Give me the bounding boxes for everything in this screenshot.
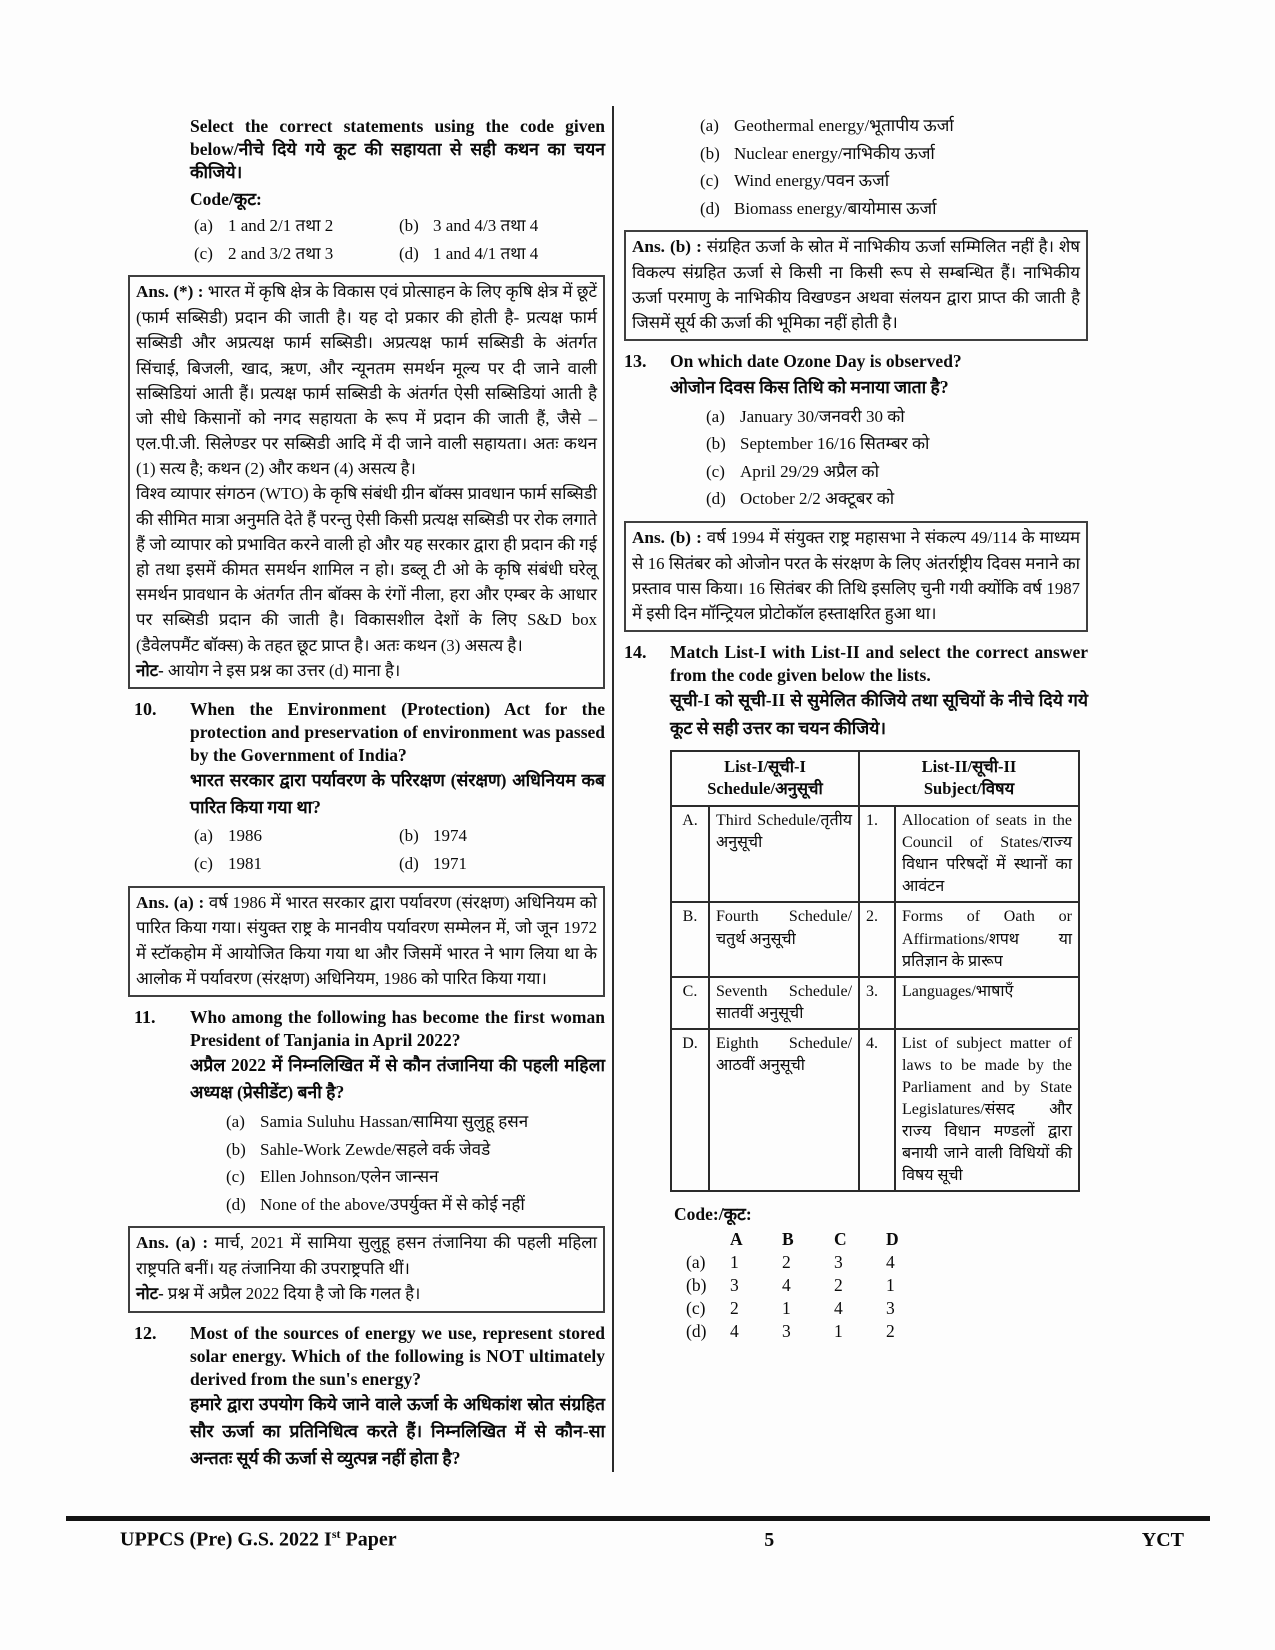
option-text: 2 and 3/2 तथा 3: [228, 243, 334, 263]
code-row-label: (b): [686, 1275, 707, 1296]
option-label: (d): [700, 198, 720, 218]
footer-title-tail: Paper: [340, 1528, 397, 1551]
note-label: नोट-: [136, 660, 164, 680]
question-12-hindi: हमारे द्वारा उपयोग किये जाने वाले ऊर्जा के अधिकांश स्रोत संग्रहित सौर ऊर्जा का प्रतिनिधित्व करते हैं। निम्नलिखित में से कौन-सा अन्ततः सूर्य की ऊर्जा से व्युत्पन्न नहीं होता है?: [190, 1393, 605, 1469]
code-value: 2: [834, 1275, 843, 1296]
answer-label: Ans. (b) :: [632, 527, 702, 547]
question-12-english: Most of the sources of energy we use, represent stored solar energy. Which of the following is NOT ultimately derived from the sun's energy?: [190, 1322, 605, 1389]
code-value: 2: [886, 1321, 895, 1342]
option-text: 1981: [228, 854, 262, 874]
question-10-options: [194, 822, 605, 877]
option-label: (d): [706, 489, 726, 509]
answer-box-q13: [624, 521, 1088, 632]
question-10-body: [190, 698, 605, 878]
answer-text: वर्ष 1986 में भारत सरकार द्वारा पर्यावरण (संरक्षण) अधिनियम को पारित किया गया। संयुक्त राष्ट्र के मानवीय पर्यावरण सम्मेलन में, जो जून 1972 में स्टॉकहोम में आयोजित किया गया था और जिसमें भारत ने भाग लिया था के आलोक में पर्यावरण (संरक्षण) अधिनियम, 1986 को पारित किया गया।: [136, 892, 598, 988]
list-1-entry: Seventh Schedule/सातवीं अनुसूची: [709, 977, 859, 1029]
code-header-b: B: [782, 1229, 794, 1250]
option-text: October 2/2 अक्टूबर को: [740, 489, 895, 509]
answer-label: Ans. (*) :: [136, 282, 204, 302]
match-list-table: [670, 750, 1080, 1193]
option-c: [194, 240, 399, 268]
answer-text: मार्च, 2021 में सामिया सुलुहू हसन तंजानिया की पहली महिला राष्ट्रपति बनीं। यह तंजानिया की उपराष्ट्रपति थीं।: [136, 1233, 597, 1279]
answer-paragraph: [632, 525, 1080, 626]
question-14-number: 14.: [624, 642, 647, 663]
question-11: [128, 1006, 605, 1219]
option-b: [700, 140, 1088, 168]
option-c: [194, 850, 399, 878]
option-label: (b): [399, 216, 419, 236]
option-text: Geothermal energy/भूतापीय ऊर्जा: [734, 116, 954, 135]
option-label: (c): [194, 243, 213, 263]
list-2-header: [859, 751, 1079, 807]
answer-note: [136, 658, 597, 683]
code-row-d: [686, 1320, 938, 1343]
list-1-entry: Fourth Schedule/चतुर्थ अनुसूची: [709, 902, 859, 976]
question-13-options: [706, 403, 1088, 513]
note-text: आयोग ने इस प्रश्न का उत्तर (d) माना है।: [167, 660, 401, 680]
option-label: (a): [194, 826, 213, 846]
footer-title-main: UPPCS (Pre) G.S. 2022 I: [120, 1528, 332, 1551]
question-13-english: On which date Ozone Day is observed?: [670, 351, 962, 372]
option-text: September 16/16 सितम्बर को: [740, 434, 930, 454]
answer-label: Ans. (a) :: [136, 1233, 209, 1253]
row-number: 3.: [859, 977, 895, 1029]
option-b: [226, 1136, 605, 1164]
option-a: [194, 212, 399, 240]
option-label: (b): [226, 1139, 246, 1159]
option-text: Wind energy/पवन ऊर्जा: [734, 171, 890, 191]
table-row: [671, 902, 1079, 976]
footer-paper-title: [120, 1527, 397, 1552]
option-b: [399, 822, 605, 850]
option-text: January 30/जनवरी 30 को: [740, 406, 905, 426]
code-value: 1: [730, 1252, 739, 1273]
option-label: (a): [706, 406, 725, 426]
option-text: 3 and 4/3 तथा 4: [433, 216, 539, 236]
question-14-body: [670, 641, 1088, 741]
footer: [66, 1527, 1210, 1552]
option-label: (c): [706, 461, 725, 481]
option-label: (b): [399, 826, 419, 846]
question-14-english: Match List-I with List-II and select the correct answer from the code given below the lists.: [670, 642, 1088, 686]
code-table: [686, 1228, 938, 1343]
row-letter: D.: [671, 1029, 709, 1192]
option-text: 1974: [433, 826, 467, 846]
question-14-hindi: सूची-I को सूची-II से सुमेलित कीजिये तथा सूचियों के नीचे दिये गये कूट से सही उत्तर का चयन कीजिये।: [670, 690, 1088, 738]
code-value: 2: [730, 1298, 739, 1319]
answer-box-q11: [128, 1226, 605, 1312]
code-value: 1: [886, 1275, 895, 1296]
row-number: 1.: [859, 806, 895, 902]
option-label: (d): [399, 243, 419, 263]
question-13-body: [670, 350, 1088, 512]
answer-paragraph: [632, 234, 1080, 335]
option-label: (a): [700, 116, 719, 135]
question-10-number: 10.: [134, 698, 157, 719]
code-value: 1: [834, 1321, 843, 1342]
footer-title-sup: st: [331, 1527, 341, 1541]
option-text: Ellen Johnson/एलेन जान्सन: [260, 1167, 439, 1187]
answer-box-q10: [128, 886, 605, 997]
list-2-title: List-II/सूची-II: [921, 756, 1017, 776]
question-13-hindi: ओजोन दिवस किस तिथि को मनाया जाता है?: [670, 376, 949, 397]
option-a: [706, 403, 1088, 431]
list-2-entry: Languages/भाषाएँ: [895, 977, 1079, 1029]
option-c: [706, 458, 1088, 486]
option-d: [399, 240, 605, 268]
note-label: नोट-: [136, 1284, 164, 1304]
question-11-body: [190, 1006, 605, 1219]
question-10: [128, 698, 605, 878]
answer-paragraph: [136, 279, 597, 481]
code-row-label: (c): [686, 1298, 706, 1319]
answer-text: संग्रहित ऊर्जा के स्रोत में नाभिकीय ऊर्जा सम्मिलित नहीं है। शेष विकल्प संग्रहित ऊर्जा से किसी ना किसी रूप से सम्बन्धित हैं। नाभिकीय ऊर्जा परमाणु के नाभिकीय विखण्डन अथवा संलयन द्वारा प्राप्त की जाती है जिसमें सूर्य की ऊर्जा की भूमिका नहीं होती है।: [632, 237, 1081, 333]
code-header-row: [686, 1228, 938, 1251]
option-a: [226, 1108, 605, 1136]
answer-paragraph: [136, 1230, 597, 1281]
option-text: Samia Suluhu Hassan/सामिया सुलुहू हसन: [260, 1112, 529, 1132]
list-2-entry: Forms of Oath or Affirmations/शपथ या प्रतिज्ञान के प्रारूप: [895, 902, 1079, 976]
question-9-body: [190, 115, 605, 267]
question-11-hindi: अप्रैल 2022 में निम्नलिखित में से कौन तंजानिया की पहली महिला अध्यक्ष (प्रेसीडेंट) बनी है?: [190, 1055, 605, 1103]
list-1-header: [671, 751, 859, 807]
code-value: 4: [730, 1321, 739, 1342]
question-11-options: [226, 1108, 605, 1218]
option-label: (d): [226, 1194, 246, 1214]
question-12-number: 12.: [134, 1322, 157, 1343]
table-row: [671, 1029, 1079, 1192]
option-label: (c): [226, 1167, 245, 1187]
left-column: [128, 106, 614, 1472]
right-column: [614, 106, 1088, 1472]
option-text: 1 and 4/1 तथा 4: [433, 243, 539, 263]
option-text: 1986: [228, 826, 262, 846]
code-value: 4: [782, 1275, 791, 1296]
code-value: 2: [782, 1252, 791, 1273]
row-letter: B.: [671, 902, 709, 976]
question-9-code-label: Code/कूट:: [190, 189, 262, 210]
question-12: [128, 1322, 605, 1473]
question-13: [624, 350, 1088, 512]
code-row-b: [686, 1274, 938, 1297]
option-label: (c): [194, 854, 213, 874]
option-c: [226, 1163, 605, 1191]
code-section: [674, 1202, 1088, 1343]
list-1-entry: Eighth Schedule/आठवीं अनुसूची: [709, 1029, 859, 1192]
list-2-entry: List of subject matter of laws to be made by the Parliament and by State Legislatures/संसद और राज्य विधान मण्डलों द्वारा बनायी जाने वाली विधियों की विषय सूची: [895, 1029, 1079, 1192]
question-11-number: 11.: [134, 1006, 156, 1027]
option-label: (d): [399, 854, 419, 874]
code-row-a: [686, 1251, 938, 1274]
question-9-options: [194, 212, 605, 267]
question-9-stem-block: [128, 115, 605, 267]
question-12-options-block: [624, 110, 1088, 222]
question-10-hindi: भारत सरकार द्वारा पर्यावरण के परिरक्षण (संरक्षण) अधिनियम कब पारित किया गया था?: [190, 770, 605, 818]
option-a: [700, 112, 1088, 140]
question-10-english: When the Environment (Protection) Act for the protection and preservation of environment was passed by the Government of India?: [190, 698, 605, 766]
page-content: [128, 106, 1088, 1472]
note-text: प्रश्न में अप्रैल 2022 दिया है जो कि गलत है।: [167, 1284, 421, 1304]
list-2-entry: Allocation of seats in the Council of States/राज्य विधान परिषदों में स्थानों का आवंटन: [895, 806, 1079, 902]
option-a: [194, 822, 399, 850]
option-c: [700, 167, 1088, 195]
option-text: 1971: [433, 854, 467, 874]
option-b: [399, 212, 605, 240]
code-value: 3: [886, 1298, 895, 1319]
table-row: [671, 977, 1079, 1029]
option-label: (a): [226, 1112, 245, 1132]
table-header-row: [671, 751, 1079, 807]
code-row-c: [686, 1297, 938, 1320]
option-d: [399, 850, 605, 878]
code-header-spacer: [686, 1228, 730, 1251]
code-label: Code:/कूट:: [674, 1204, 752, 1225]
question-9-stem: Select the correct statements using the code given below/नीचे दिये गये कूट की सहायता से सही कथन का चयन कीजिये।: [190, 116, 605, 183]
list-1-title: List-I/सूची-I: [724, 756, 806, 776]
code-value: 4: [886, 1252, 895, 1273]
answer-box-q9: [128, 275, 605, 689]
answer-note: [136, 1281, 597, 1306]
code-value: 4: [834, 1298, 843, 1319]
answer-paragraph: [136, 481, 597, 657]
row-letter: C.: [671, 977, 709, 1029]
code-value: 3: [782, 1321, 791, 1342]
question-12-body: [190, 1322, 605, 1473]
page-number: 5: [764, 1528, 775, 1551]
answer-paragraph: [136, 890, 597, 991]
option-d: [700, 195, 1088, 223]
option-text: 1 and 2/1 तथा 2: [228, 216, 334, 236]
answer-text: वर्ष 1994 में संयुक्त राष्ट्र महासभा ने संकल्प 49/114 के माध्यम से 16 सितंबर को ओजोन परत के संरक्षण के लिए अंतर्राष्ट्रीय दिवस मनाने का प्रस्ताव पास किया। 16 सितंबर की तिथि इसलिए चुनी गयी क्योंकि वर्ष 1987 में इसी दिन मॉन्ट्रियल प्रोटोकॉल हस्ताक्षरित हुआ था।: [632, 527, 1081, 623]
question-12-options-body: [670, 110, 1088, 222]
footer-rule: [66, 1516, 1210, 1521]
code-value: 1: [782, 1298, 791, 1319]
option-label: (a): [194, 216, 213, 236]
answer-box-q12: [624, 230, 1088, 341]
question-14: [624, 641, 1088, 741]
code-row-label: (d): [686, 1321, 707, 1342]
code-row-label: (a): [686, 1252, 706, 1273]
option-text: Biomass energy/बायोमास ऊर्जा: [734, 198, 937, 218]
table-row: [671, 806, 1079, 902]
option-text: Nuclear energy/नाभिकीय ऊर्जा: [734, 143, 935, 163]
question-12-options-spacer: [624, 110, 670, 222]
option-text: Sahle-Work Zewde/सहले वर्क जेवडे: [260, 1139, 491, 1159]
question-12-options: [700, 112, 1088, 222]
answer-text: भारत में कृषि क्षेत्र के विकास एवं प्रोत्साहन के लिए कृषि क्षेत्र में छूटें (फार्म सब्सिडी) प्रदान की जाती है। यह दो प्रकार की होती है- प्रत्यक्ष फार्म सब्सिडी और अप्रत्यक्ष फार्म सब्सिडी। अप्रत्यक्ष फार्म सब्सिडी के अंतर्गत सिंचाई, बिजली, खाद, ऋण, और न्यूनतम समर्थन मूल्य पर दी जाने वाली सब्सिडियां आती हैं। प्रत्यक्ष फार्म सब्सिडी के अंतर्गत ऐसी सब्सिडियां आती है जो सीधे किसानों को नगद सहायता के रूप में प्रदान की जाती हैं, जैसे – एल.पी.जी. सिलेण्डर पर सब्सिडी आदि में दी जाने वाली सहायता। अतः कथन (1) सत्य है; कथन (2) और कथन (4) असत्य है।: [136, 282, 597, 479]
list-1-entry: Third Schedule/तृतीय अनुसूची: [709, 806, 859, 902]
code-header-c: C: [834, 1229, 847, 1250]
code-value: 3: [834, 1252, 843, 1273]
code-value: 3: [730, 1275, 739, 1296]
answer-label: Ans. (b) :: [632, 237, 702, 257]
list-2-subtitle: Subject/विषय: [923, 779, 1015, 799]
list-1-subtitle: Schedule/अनुसूची: [707, 779, 823, 799]
row-letter: A.: [671, 806, 709, 902]
option-b: [706, 430, 1088, 458]
answer-label: Ans. (a) :: [136, 892, 205, 912]
row-number: 2.: [859, 902, 895, 976]
option-label: (b): [700, 143, 720, 163]
row-number: 4.: [859, 1029, 895, 1192]
code-header-d: D: [886, 1229, 899, 1250]
option-label: (b): [706, 434, 726, 454]
answer-text: विश्व व्यापार संगठन (WTO) के कृषि संबंधी ग्रीन बॉक्स प्रावधान फार्म सब्सिडी की सीमित मात्रा अनुमति देते हैं परन्तु ऐसी किसी प्रत्यक्ष सब्सिडी पर रोक लगाते हैं जो व्यापार को प्रभावित करने वाली हो और यह सरकार द्वारा ही प्रदान की गई हो तथा इसमें कीमत समर्थन शामिल न हो। डब्लू टी ओ के कृषि संबंधी घरेलू समर्थन प्रावधान के अंतर्गत तीन बॉक्स के रंगों नीला, हरा और एम्बर के आधार पर सब्सिडी प्रदान की जाती है। विकासशील देशों के लिए S&D box (डैवेलपमैंट बॉक्स) के तहत छूट प्राप्त है। अतः कथन (3) असत्य है।: [136, 484, 597, 655]
option-d: [706, 485, 1088, 513]
option-d: [226, 1191, 605, 1219]
question-11-english: Who among the following has become the first woman President of Tanjania in April 2022?: [190, 1006, 605, 1050]
option-label: (c): [700, 171, 719, 191]
code-header-a: A: [730, 1229, 743, 1250]
question-13-number: 13.: [624, 351, 647, 372]
option-text: None of the above/उपर्युक्त में से कोई नहीं: [260, 1194, 525, 1214]
footer-publisher: YCT: [1141, 1528, 1184, 1551]
option-text: April 29/29 अप्रैल को: [740, 461, 880, 481]
question-9-number-spacer: [128, 115, 190, 267]
